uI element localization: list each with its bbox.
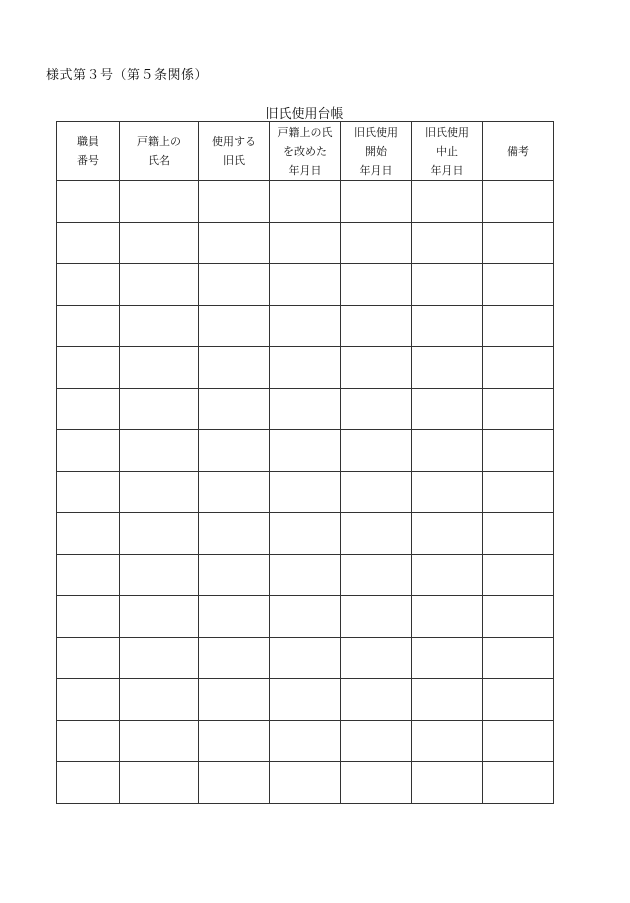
column-header — [412, 122, 483, 181]
table-row — [57, 181, 554, 223]
table-cell[interactable] — [412, 430, 483, 472]
column-header-line: 旧氏 — [223, 154, 245, 167]
table-cell[interactable] — [57, 762, 120, 804]
table-cell[interactable] — [341, 347, 412, 389]
table-cell[interactable] — [120, 471, 199, 513]
table-cell[interactable] — [341, 222, 412, 264]
table-cell[interactable] — [483, 513, 554, 555]
table-cell[interactable] — [270, 181, 341, 223]
table-cell[interactable] — [270, 264, 341, 306]
column-header — [270, 122, 341, 181]
table-cell[interactable] — [270, 679, 341, 721]
table-cell[interactable] — [412, 305, 483, 347]
table-cell[interactable] — [120, 181, 199, 223]
table-cell[interactable] — [341, 305, 412, 347]
table-cell[interactable] — [57, 513, 120, 555]
table-cell[interactable] — [483, 388, 554, 430]
column-header-line: 使用する — [212, 135, 256, 148]
table-cell[interactable] — [57, 388, 120, 430]
table-cell[interactable] — [199, 388, 270, 430]
table-row — [57, 637, 554, 679]
table-cell[interactable] — [199, 720, 270, 762]
table-row — [57, 388, 554, 430]
table-row — [57, 679, 554, 721]
table-cell[interactable] — [120, 305, 199, 347]
table-cell[interactable] — [483, 347, 554, 389]
table-cell[interactable] — [57, 471, 120, 513]
table-row — [57, 513, 554, 555]
table-cell[interactable] — [199, 471, 270, 513]
column-header — [120, 122, 199, 181]
table-cell[interactable] — [341, 679, 412, 721]
table-cell[interactable] — [412, 720, 483, 762]
table-cell[interactable] — [483, 596, 554, 638]
table-cell[interactable] — [199, 181, 270, 223]
table-cell[interactable] — [483, 679, 554, 721]
table-cell[interactable] — [199, 305, 270, 347]
table-cell[interactable] — [199, 554, 270, 596]
table-cell[interactable] — [270, 347, 341, 389]
table-cell[interactable] — [120, 762, 199, 804]
table-cell[interactable] — [412, 679, 483, 721]
table-cell[interactable] — [57, 222, 120, 264]
table-cell[interactable] — [199, 222, 270, 264]
column-header — [199, 122, 270, 181]
table-row — [57, 596, 554, 638]
table-cell[interactable] — [483, 222, 554, 264]
table-cell[interactable] — [57, 596, 120, 638]
table-cell[interactable] — [120, 430, 199, 472]
table-cell[interactable] — [57, 554, 120, 596]
table-cell[interactable] — [270, 513, 341, 555]
table-cell[interactable] — [341, 596, 412, 638]
table-cell[interactable] — [270, 720, 341, 762]
table-cell[interactable] — [199, 762, 270, 804]
form-number-label: 様式第３号（第５条関係） — [46, 68, 209, 83]
column-header-line: 戸籍上の — [137, 135, 181, 148]
table-row — [57, 264, 554, 306]
column-header-line: 氏名 — [148, 154, 170, 167]
table-cell[interactable] — [120, 679, 199, 721]
table-cell[interactable] — [341, 720, 412, 762]
table-cell[interactable] — [341, 554, 412, 596]
table-cell[interactable] — [270, 388, 341, 430]
table-row — [57, 554, 554, 596]
table-cell[interactable] — [199, 637, 270, 679]
table-cell[interactable] — [120, 637, 199, 679]
table-cell[interactable] — [412, 554, 483, 596]
table-cell[interactable] — [483, 430, 554, 472]
table-cell[interactable] — [341, 513, 412, 555]
table-row — [57, 222, 554, 264]
column-header-line: 備考 — [507, 144, 529, 158]
table-cell[interactable] — [412, 181, 483, 223]
table-cell[interactable] — [341, 430, 412, 472]
table-cell[interactable] — [120, 596, 199, 638]
table-row — [57, 305, 554, 347]
table-cell[interactable] — [57, 720, 120, 762]
table-cell[interactable] — [341, 264, 412, 306]
table-cell[interactable] — [199, 679, 270, 721]
table-cell[interactable] — [270, 222, 341, 264]
table-cell[interactable] — [483, 720, 554, 762]
table-cell[interactable] — [57, 347, 120, 389]
table-cell[interactable] — [412, 513, 483, 555]
column-header-line: 中止 — [436, 144, 458, 158]
column-header — [341, 122, 412, 181]
table-header — [57, 122, 554, 181]
table-cell[interactable] — [120, 388, 199, 430]
table-cell[interactable] — [341, 181, 412, 223]
table-cell[interactable] — [412, 388, 483, 430]
table-cell[interactable] — [483, 637, 554, 679]
table-cell[interactable] — [412, 596, 483, 638]
table-cell[interactable] — [270, 554, 341, 596]
table-cell[interactable] — [412, 637, 483, 679]
table-cell[interactable] — [120, 554, 199, 596]
table-row — [57, 720, 554, 762]
table-cell[interactable] — [57, 637, 120, 679]
ledger-table — [56, 121, 554, 804]
column-header-line: 開始 — [365, 144, 387, 158]
table-cell[interactable] — [412, 222, 483, 264]
table-cell[interactable] — [199, 430, 270, 472]
table-cell[interactable] — [341, 762, 412, 804]
table-cell[interactable] — [57, 181, 120, 223]
table-cell[interactable] — [341, 471, 412, 513]
table-cell[interactable] — [270, 637, 341, 679]
table-cell[interactable] — [199, 513, 270, 555]
table-cell[interactable] — [483, 181, 554, 223]
column-header-line: 年月日 — [430, 163, 464, 177]
table-cell[interactable] — [120, 720, 199, 762]
table-cell[interactable] — [57, 264, 120, 306]
table-cell[interactable] — [412, 264, 483, 306]
table-cell[interactable] — [120, 222, 199, 264]
table-cell[interactable] — [270, 762, 341, 804]
table-cell[interactable] — [483, 762, 554, 804]
table-cell[interactable] — [341, 637, 412, 679]
column-header-line: 年月日 — [359, 163, 393, 177]
table-cell[interactable] — [270, 305, 341, 347]
table-row — [57, 471, 554, 513]
table-row — [57, 347, 554, 389]
column-header — [483, 122, 554, 181]
column-header-line: 旧氏使用 — [354, 125, 398, 139]
table-cell[interactable] — [483, 305, 554, 347]
table-cell[interactable] — [412, 471, 483, 513]
header-row — [57, 122, 554, 181]
table-row — [57, 430, 554, 472]
column-header-line: 戸籍上の氏 — [277, 125, 333, 139]
table-cell[interactable] — [199, 596, 270, 638]
table-cell[interactable] — [57, 305, 120, 347]
table-cell[interactable] — [270, 471, 341, 513]
table-cell[interactable] — [199, 347, 270, 389]
column-header-line: 番号 — [77, 154, 99, 167]
table-cell[interactable] — [199, 264, 270, 306]
table-cell[interactable] — [57, 679, 120, 721]
table-cell[interactable] — [483, 471, 554, 513]
column-header-line: 職員 — [77, 135, 99, 148]
ledger-title: 旧氏使用台帳 — [265, 107, 344, 122]
table-cell[interactable] — [270, 430, 341, 472]
table-cell[interactable] — [412, 762, 483, 804]
table-cell[interactable] — [483, 264, 554, 306]
table-cell[interactable] — [412, 347, 483, 389]
table-cell[interactable] — [341, 388, 412, 430]
column-header-line: を改めた — [283, 144, 327, 158]
table-body — [57, 181, 554, 804]
column-header-line: 年月日 — [288, 163, 322, 177]
column-header — [57, 122, 120, 181]
table-cell[interactable] — [120, 513, 199, 555]
table-cell[interactable] — [483, 554, 554, 596]
column-header-line: 旧氏使用 — [425, 125, 469, 139]
table-cell[interactable] — [57, 430, 120, 472]
table-cell[interactable] — [120, 264, 199, 306]
table-cell[interactable] — [120, 347, 199, 389]
table-cell[interactable] — [270, 596, 341, 638]
table-row — [57, 762, 554, 804]
